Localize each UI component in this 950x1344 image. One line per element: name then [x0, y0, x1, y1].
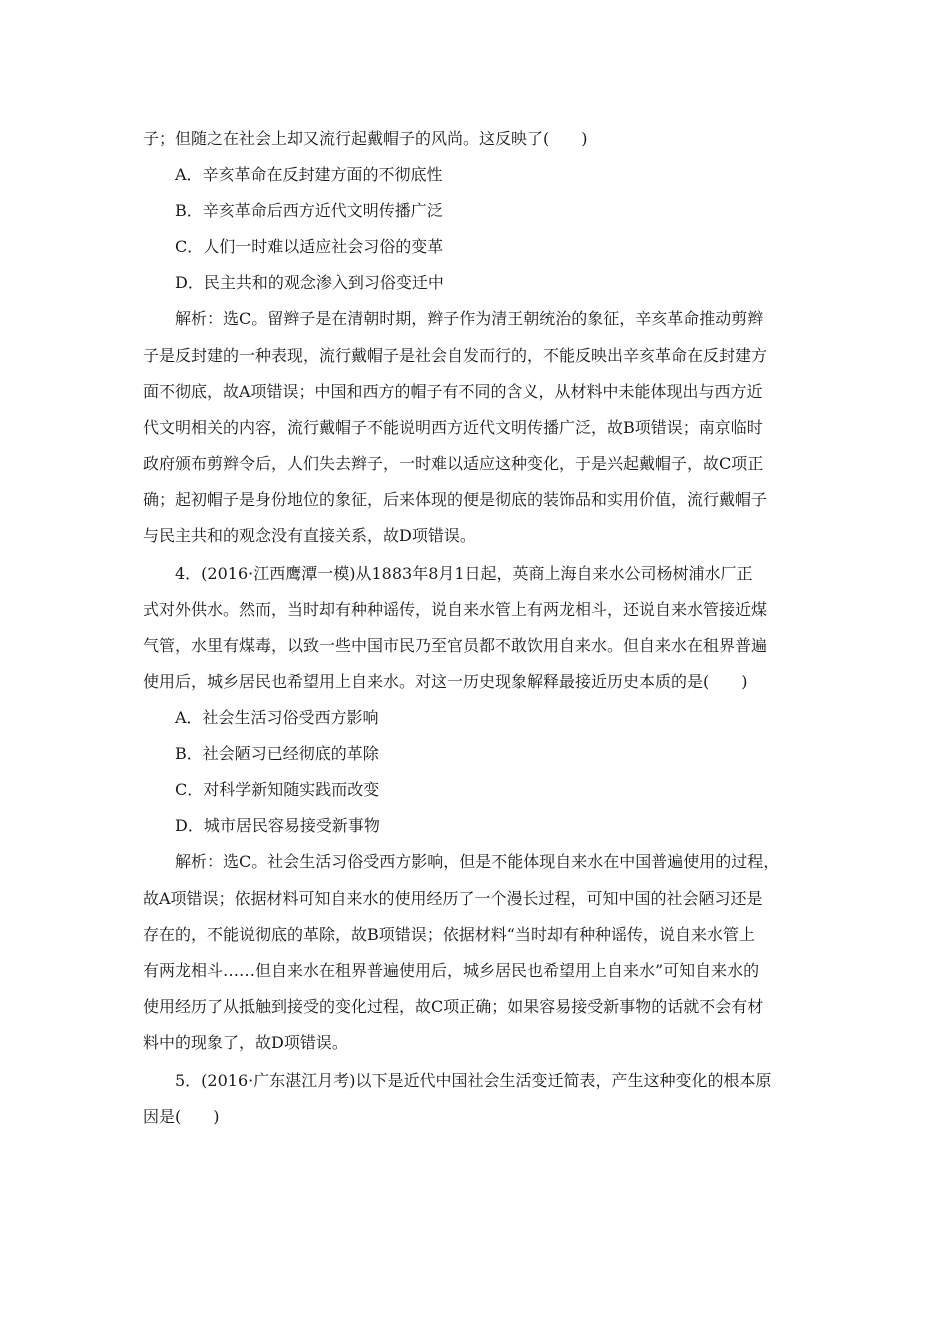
option-c: C．对科学新知随实践而改变	[175, 780, 380, 799]
analysis-line: 故A项错误；依据材料可知自来水的使用经历了一个漫长过程，可知中国的社会陋习还是	[143, 889, 763, 908]
option-a: A．社会生活习俗受西方影响	[175, 708, 379, 727]
analysis-line: 面不彻底，故A项错误；中国和西方的帽子有不同的含义，从材料中未能体现出与西方近	[143, 382, 763, 401]
question-4-stem: 气管，水里有煤毒，以致一些中国市民乃至官员都不敢饮用自来水。但自来水在租界普遍	[143, 636, 768, 655]
option-a: A．辛亥革命在反封建方面的不彻底性	[175, 165, 443, 184]
option-d: D．城市居民容易接受新事物	[175, 816, 380, 835]
option-b: B．辛亥革命后西方近代文明传播广泛	[175, 201, 443, 220]
question-5-stem: 因是( )	[143, 1107, 220, 1126]
question-4-stem: 使用后，城乡居民也希望用上自来水。对这一历史现象解释最接近历史本质的是( )	[143, 672, 748, 691]
analysis-line: 与民主共和的观念没有直接关系，故D项错误。	[143, 526, 476, 545]
analysis-line: 有两龙相斗……但自来水在租界普遍使用后，城乡居民也希望用上自来水”可知自来水的	[143, 961, 760, 980]
question-4-stem: 式对外供水。然而，当时却有种种谣传，说自来水管上有两龙相斗，还说自来水管接近煤	[143, 600, 768, 619]
analysis-line: 政府颁布剪辫令后，人们失去辫子，一时难以适应这种变化，于是兴起戴帽子，故C项正	[143, 454, 764, 473]
analysis-line: 解析：选C。社会生活习俗受西方影响，但是不能体现自来水在中国普遍使用的过程，	[175, 852, 780, 871]
analysis-line: 确；起初帽子是身份地位的象征，后来体现的便是彻底的装饰品和实用价值，流行戴帽子	[143, 490, 768, 509]
analysis-line: 代文明相关的内容，流行戴帽子不能说明西方近代文明传播广泛，故B项错误；南京临时	[143, 418, 763, 437]
question-4-stem: 4．(2016·江西鹰潭一模)从1883年8月1日起，英商上海自来水公司杨树浦水厂正	[175, 564, 753, 583]
option-b: B．社会陋习已经彻底的革除	[175, 744, 379, 763]
analysis-line: 存在的，不能说彻底的革除，故B项错误；依据材料“当时却有种种谣传，说自来水管上	[143, 925, 755, 944]
option-c: C．人们一时难以适应社会习俗的变革	[175, 237, 444, 256]
analysis-line: 使用经历了从抵触到接受的变化过程，故C项正确；如果容易接受新事物的话就不会有材	[143, 997, 764, 1016]
question-5-stem: 5．(2016·广东湛江月考)以下是近代中国社会生活变迁简表，产生这种变化的根本原	[175, 1071, 772, 1090]
analysis-line: 解析：选C。留辫子是在清朝时期，辫子作为清王朝统治的象征，辛亥革命推动剪辫	[175, 309, 764, 328]
analysis-line: 子是反封建的一种表现，流行戴帽子是社会自发而行的，不能反映出辛亥革命在反封建方	[143, 346, 768, 365]
analysis-line: 料中的现象了，故D项错误。	[143, 1033, 348, 1052]
question-3-stem-end: 子；但随之在社会上却又流行起戴帽子的风尚。这反映了( )	[143, 129, 588, 148]
option-d: D．民主共和的观念渗入到习俗变迁中	[175, 273, 444, 292]
